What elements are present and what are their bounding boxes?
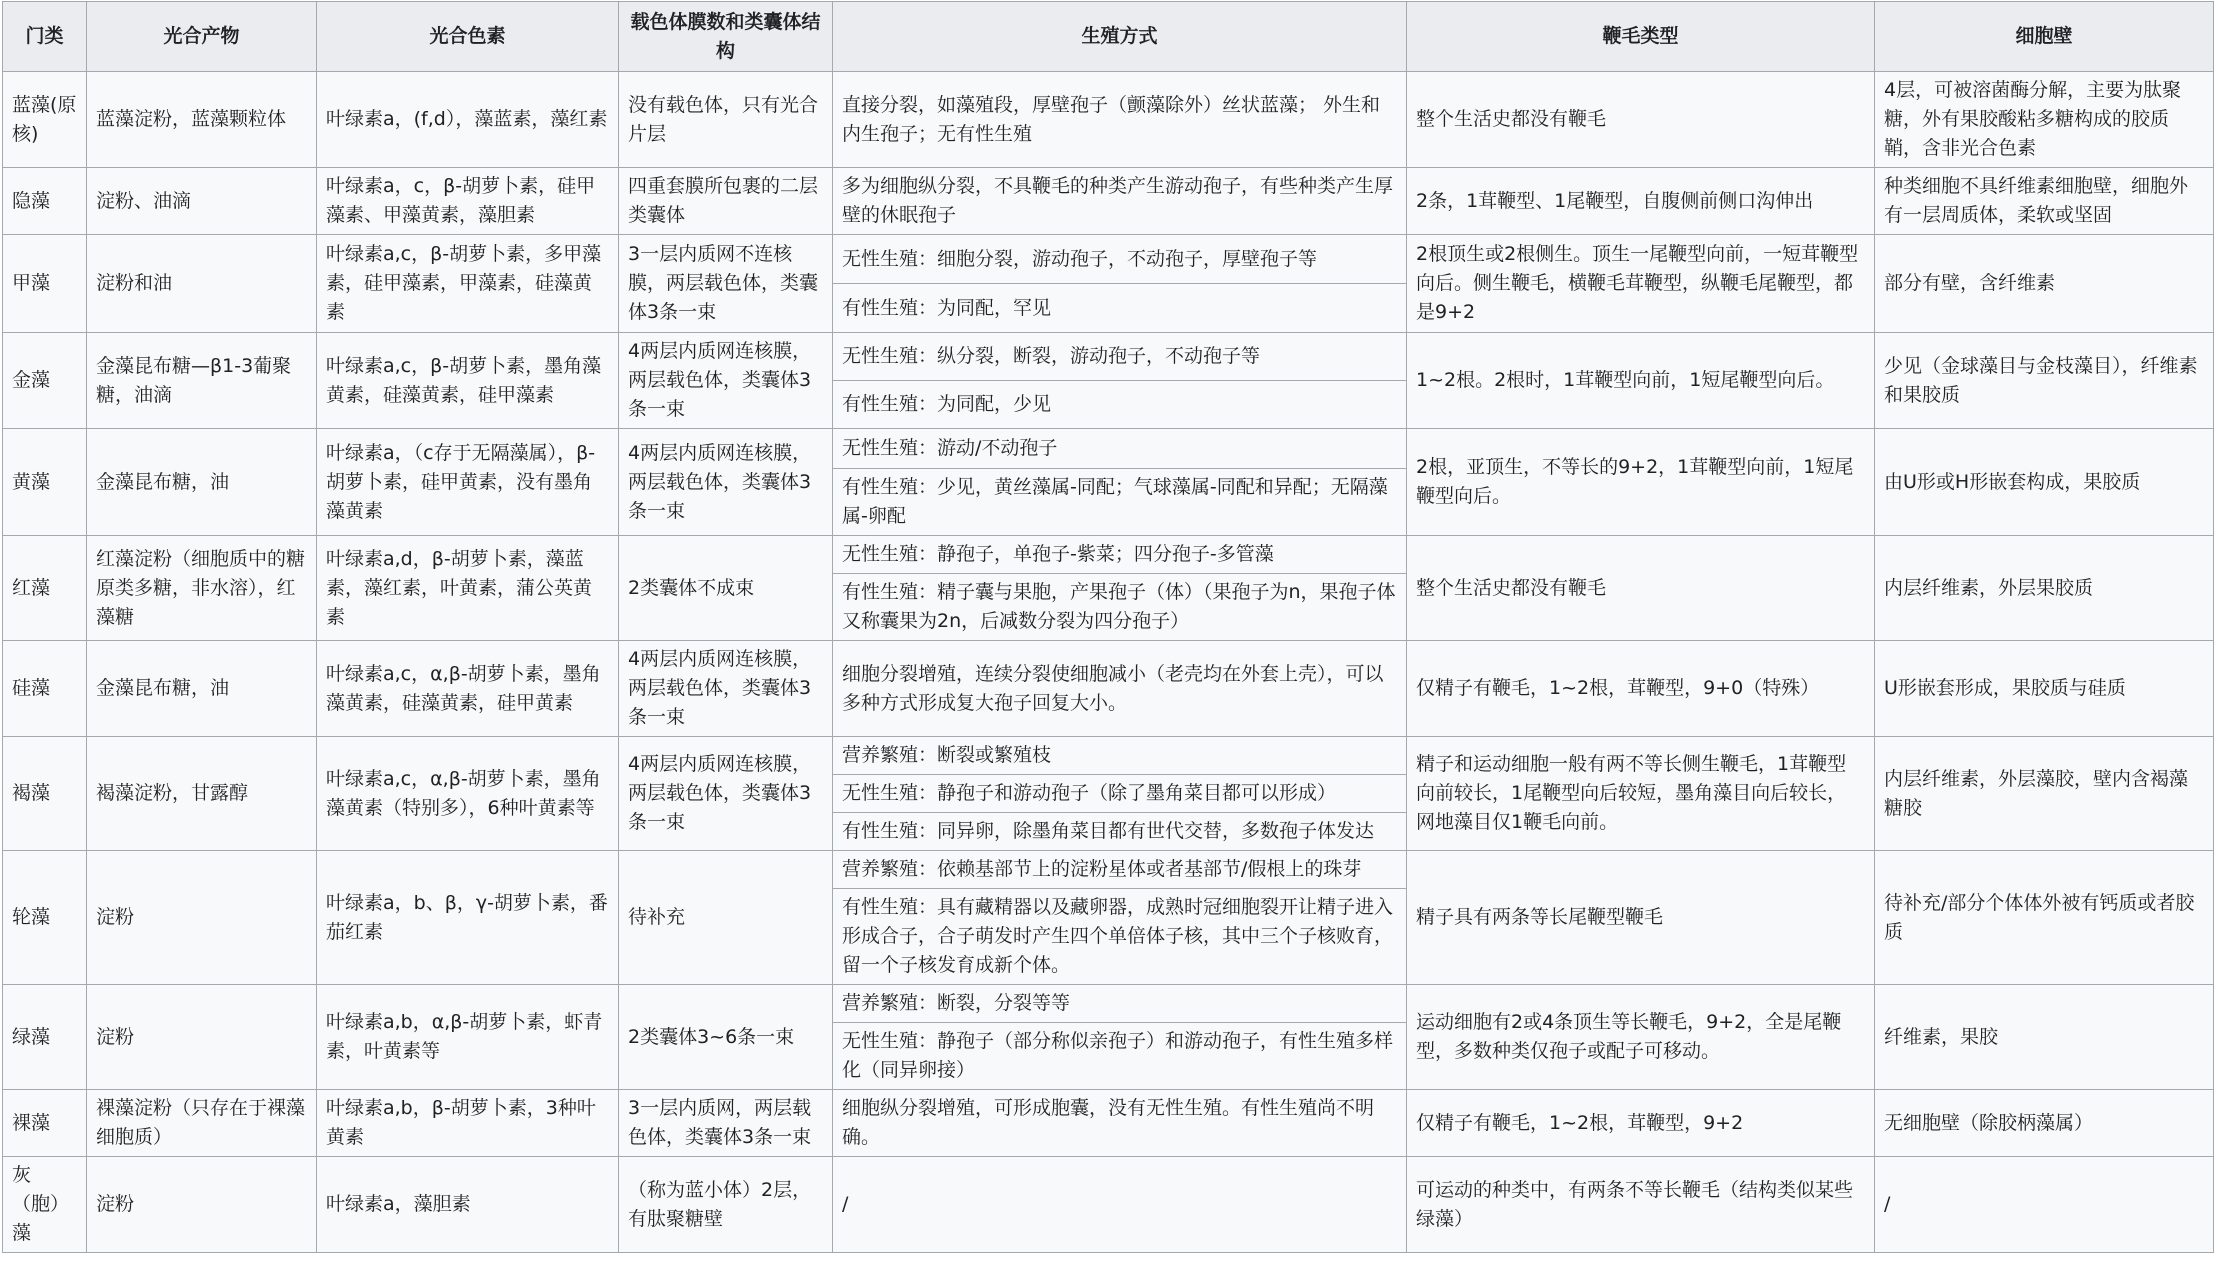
cell-membrane: （称为蓝小体）2层，有肽聚糖壁 (619, 1157, 833, 1253)
cell-product: 裸藻淀粉（只存在于裸藻细胞质） (87, 1090, 317, 1157)
cell-pigment: 叶绿素a,b，β-胡萝卜素，3种叶黄素 (317, 1090, 619, 1157)
cell-flagella: 1~2根。2根时，1茸鞭型向前，1短尾鞭型向后。 (1407, 333, 1875, 429)
cell-product: 淀粉 (87, 851, 317, 985)
cell-flagella: 仅精子有鞭毛，1~2根，茸鞭型，9+2 (1407, 1090, 1875, 1157)
header-phylum: 门类 (3, 2, 87, 72)
cell-product: 红藻淀粉（细胞质中的糖原类多糖，非水溶），红藻糖 (87, 536, 317, 641)
table-row (3, 429, 2214, 469)
cell-wall: 4层，可被溶菌酶分解，主要为肽聚糖，外有果胶酸粘多糖构成的胶质鞘，含非光合色素 (1875, 72, 2214, 168)
cell-phylum: 金藻 (3, 333, 87, 429)
cell-membrane: 2类囊体不成束 (619, 536, 833, 641)
cell-product: 淀粉 (87, 985, 317, 1090)
cell-wall: / (1875, 1157, 2214, 1253)
cell-pigment: 叶绿素a，c，β-胡萝卜素，硅甲藻素、甲藻黄素，藻胆素 (317, 168, 619, 235)
cell-reproduction: 有性生殖：精子囊与果胞，产果孢子（体）（果孢子为n，果孢子体又称囊果为2n，后减数分裂为四分孢子） (833, 574, 1407, 641)
cell-flagella: 运动细胞有2或4条顶生等长鞭毛，9+2，全是尾鞭型，多数种类仅孢子或配子可移动。 (1407, 985, 1875, 1090)
cell-reproduction: 有性生殖：为同配，少见 (833, 381, 1407, 429)
table-header (3, 2, 2214, 72)
cell-flagella: 整个生活史都没有鞭毛 (1407, 536, 1875, 641)
cell-reproduction: 无性生殖：静孢子和游动孢子（除了墨角菜目都可以形成） (833, 775, 1407, 813)
table-row (3, 168, 2214, 235)
cell-wall: 无细胞壁（除胶柄藻属） (1875, 1090, 2214, 1157)
cell-pigment: 叶绿素a,b，α,β-胡萝卜素，虾青素，叶黄素等 (317, 985, 619, 1090)
cell-pigment: 叶绿素a,d，β-胡萝卜素，藻蓝素，藻红素，叶黄素，蒲公英黄素 (317, 536, 619, 641)
cell-wall: 纤维素，果胶 (1875, 985, 2214, 1090)
header-row (3, 2, 2214, 72)
algae-comparison-table (2, 1, 2214, 1253)
cell-pigment: 叶绿素a,c，β-胡萝卜素，墨角藻黄素，硅藻黄素，硅甲藻素 (317, 333, 619, 429)
cell-flagella: 2根顶生或2根侧生。顶生一尾鞭型向前，一短茸鞭型向后。侧生鞭毛，横鞭毛茸鞭型，纵鞭毛尾鞭型，都是9+2 (1407, 235, 1875, 333)
cell-wall: 内层纤维素，外层藻胶，壁内含褐藻糖胶 (1875, 737, 2214, 851)
cell-product: 褐藻淀粉，甘露醇 (87, 737, 317, 851)
header-product: 光合产物 (87, 2, 317, 72)
table-row (3, 985, 2214, 1023)
cell-reproduction: 有性生殖：为同配，罕见 (833, 284, 1407, 333)
cell-reproduction: 营养繁殖：依赖基部节上的淀粉星体或者基部节/假根上的珠芽 (833, 851, 1407, 889)
cell-phylum: 红藻 (3, 536, 87, 641)
cell-product: 金藻昆布糖，油 (87, 641, 317, 737)
table-row (3, 235, 2214, 284)
cell-membrane: 4两层内质网连核膜，两层载色体，类囊体3条一束 (619, 429, 833, 536)
cell-flagella: 精子具有两条等长尾鞭型鞭毛 (1407, 851, 1875, 985)
cell-wall: 待补充/部分个体体外被有钙质或者胶质 (1875, 851, 2214, 985)
header-wall: 细胞壁 (1875, 2, 2214, 72)
table-row (3, 1090, 2214, 1157)
table-row (3, 72, 2214, 168)
cell-flagella: 仅精子有鞭毛，1~2根，茸鞭型，9+0（特殊） (1407, 641, 1875, 737)
cell-reproduction: 无性生殖：游动/不动孢子 (833, 429, 1407, 469)
cell-wall: U形嵌套形成，果胶质与硅质 (1875, 641, 2214, 737)
cell-membrane: 4两层内质网连核膜，两层载色体，类囊体3条一束 (619, 737, 833, 851)
cell-product: 淀粉 (87, 1157, 317, 1253)
cell-reproduction: 营养繁殖：断裂，分裂等等 (833, 985, 1407, 1023)
cell-flagella: 2根，亚顶生，不等长的9+2，1茸鞭型向前，1短尾鞭型向后。 (1407, 429, 1875, 536)
cell-membrane: 四重套膜所包裹的二层类囊体 (619, 168, 833, 235)
cell-reproduction: 有性生殖：同异卵，除墨角菜目都有世代交替，多数孢子体发达 (833, 813, 1407, 851)
header-membrane: 载色体膜数和类囊体结构 (619, 2, 833, 72)
cell-phylum: 甲藻 (3, 235, 87, 333)
table-row (3, 536, 2214, 574)
cell-reproduction: 有性生殖：少见，黄丝藻属-同配；气球藻属-同配和异配；无隔藻属-卵配 (833, 469, 1407, 536)
table-body (3, 72, 2214, 1253)
table-row (3, 737, 2214, 775)
header-flagella: 鞭毛类型 (1407, 2, 1875, 72)
cell-membrane: 4两层内质网连核膜，两层载色体，类囊体3条一束 (619, 333, 833, 429)
table-row (3, 1157, 2214, 1253)
cell-reproduction: 直接分裂，如藻殖段，厚壁孢子（颤藻除外）丝状蓝藻； 外生和内生孢子；无有性生殖 (833, 72, 1407, 168)
table-row (3, 641, 2214, 737)
cell-reproduction: 无性生殖：静孢子，单孢子-紫菜；四分孢子-多管藻 (833, 536, 1407, 574)
cell-wall: 少见（金球藻目与金枝藻目），纤维素和果胶质 (1875, 333, 2214, 429)
cell-phylum: 褐藻 (3, 737, 87, 851)
cell-wall: 部分有壁，含纤维素 (1875, 235, 2214, 333)
cell-reproduction: 营养繁殖：断裂或繁殖枝 (833, 737, 1407, 775)
cell-phylum: 绿藻 (3, 985, 87, 1090)
cell-membrane: 待补充 (619, 851, 833, 985)
cell-product: 蓝藻淀粉，蓝藻颗粒体 (87, 72, 317, 168)
cell-reproduction: 多为细胞纵分裂，不具鞭毛的种类产生游动孢子，有些种类产生厚壁的休眠孢子 (833, 168, 1407, 235)
cell-flagella: 2条，1茸鞭型、1尾鞭型，自腹侧前侧口沟伸出 (1407, 168, 1875, 235)
cell-membrane: 3一层内质网，两层载色体，类囊体3条一束 (619, 1090, 833, 1157)
cell-pigment: 叶绿素a，藻胆素 (317, 1157, 619, 1253)
cell-phylum: 黄藻 (3, 429, 87, 536)
cell-flagella: 精子和运动细胞一般有两不等长侧生鞭毛，1茸鞭型向前较长，1尾鞭型向后较短，墨角藻目向后较长，网地藻目仅1鞭毛向前。 (1407, 737, 1875, 851)
table-row (3, 851, 2214, 889)
cell-pigment: 叶绿素a,c，α,β-胡萝卜素，墨角藻黄素，硅藻黄素，硅甲黄素 (317, 641, 619, 737)
cell-membrane: 2类囊体3~6条一束 (619, 985, 833, 1090)
cell-reproduction: 有性生殖：具有藏精器以及藏卵器，成熟时冠细胞裂开让精子进入形成合子，合子萌发时产生四个单倍体子核，其中三个子核败育，留一个子核发育成新个体。 (833, 889, 1407, 985)
cell-pigment: 叶绿素a，(f,d），藻蓝素，藻红素 (317, 72, 619, 168)
cell-reproduction: 无性生殖：细胞分裂，游动孢子，不动孢子，厚壁孢子等 (833, 235, 1407, 284)
cell-phylum: 轮藻 (3, 851, 87, 985)
cell-phylum: 硅藻 (3, 641, 87, 737)
cell-product: 淀粉和油 (87, 235, 317, 333)
cell-reproduction: / (833, 1157, 1407, 1253)
cell-reproduction: 无性生殖：静孢子（部分称似亲孢子）和游动孢子，有性生殖多样化（同异卵接） (833, 1023, 1407, 1090)
header-reproduction: 生殖方式 (833, 2, 1407, 72)
cell-product: 金藻昆布糖—β1-3葡聚糖，油滴 (87, 333, 317, 429)
cell-reproduction: 细胞分裂增殖，连续分裂使细胞减小（老壳均在外套上壳），可以多种方式形成复大孢子回复大小。 (833, 641, 1407, 737)
cell-phylum: 隐藻 (3, 168, 87, 235)
cell-product: 淀粉、油滴 (87, 168, 317, 235)
cell-wall: 内层纤维素，外层果胶质 (1875, 536, 2214, 641)
cell-pigment: 叶绿素a,c，β-胡萝卜素，多甲藻素，硅甲藻素，甲藻素，硅藻黄素 (317, 235, 619, 333)
cell-flagella: 可运动的种类中，有两条不等长鞭毛（结构类似某些绿藻） (1407, 1157, 1875, 1253)
cell-pigment: 叶绿素a，b、β，γ-胡萝卜素，番茄红素 (317, 851, 619, 985)
table-row (3, 333, 2214, 381)
cell-pigment: 叶绿素a，（c存于无隔藻属），β-胡萝卜素，硅甲黄素，没有墨角藻黄素 (317, 429, 619, 536)
cell-product: 金藻昆布糖，油 (87, 429, 317, 536)
cell-phylum: 裸藻 (3, 1090, 87, 1157)
cell-membrane: 没有载色体，只有光合片层 (619, 72, 833, 168)
cell-wall: 种类细胞不具纤维素细胞壁，细胞外有一层周质体，柔软或坚固 (1875, 168, 2214, 235)
cell-wall: 由U形或H形嵌套构成，果胶质 (1875, 429, 2214, 536)
cell-reproduction: 细胞纵分裂增殖，可形成胞囊，没有无性生殖。有性生殖尚不明确。 (833, 1090, 1407, 1157)
cell-reproduction: 无性生殖：纵分裂，断裂，游动孢子，不动孢子等 (833, 333, 1407, 381)
cell-membrane: 4两层内质网连核膜，两层载色体，类囊体3条一束 (619, 641, 833, 737)
cell-phylum: 蓝藻(原核) (3, 72, 87, 168)
header-pigment: 光合色素 (317, 2, 619, 72)
cell-membrane: 3一层内质网不连核膜，两层载色体，类囊体3条一束 (619, 235, 833, 333)
cell-flagella: 整个生活史都没有鞭毛 (1407, 72, 1875, 168)
cell-phylum: 灰（胞）藻 (3, 1157, 87, 1253)
cell-pigment: 叶绿素a,c，α,β-胡萝卜素，墨角藻黄素（特别多），6种叶黄素等 (317, 737, 619, 851)
